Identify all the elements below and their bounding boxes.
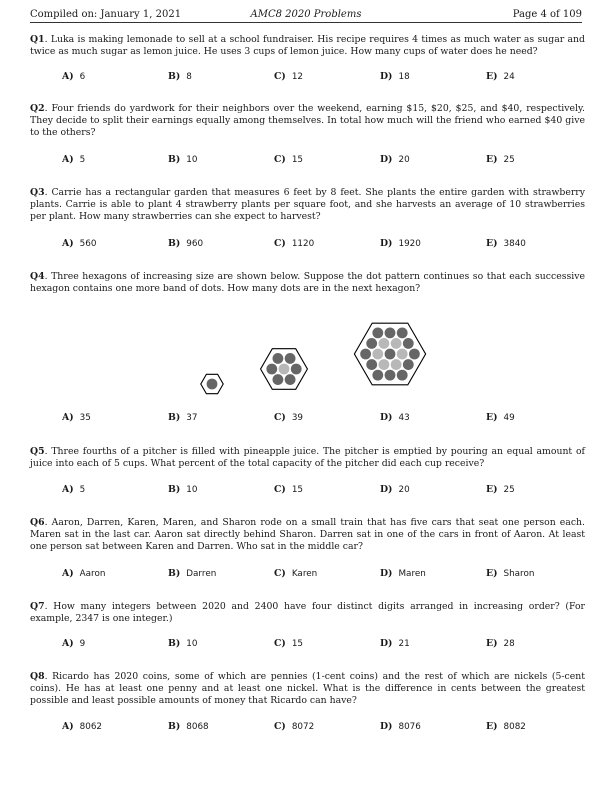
question-number: Q4 (30, 271, 45, 282)
choice-c: C) 1120 (274, 238, 315, 249)
dark-dot (207, 379, 218, 390)
hexagon-2 (261, 349, 308, 390)
choice-e: E) 3840 (486, 238, 526, 249)
choice-c: C) 8072 (274, 721, 315, 732)
question-number: Q3 (30, 187, 45, 198)
question-text: Ricardo has 2020 coins, some of which are pennies (1-cent coins) and the rest of which are nickels (5-cent coins). He has at least one penny and at least one nickel. What is the difference in cents between the greatest possible and least possible amounts of money that Ricardo can have? (30, 671, 585, 707)
question-number: Q5 (30, 446, 45, 457)
question-text: Three hexagons of increasing size are shown below. Suppose the dot pattern continues so that each successive hexagon contains one more band of dots. How many dots are in the next hexagon? (30, 271, 585, 295)
question-text: Carrie has a rectangular garden that measures 6 feet by 8 feet. She plants the entire garden with strawberry plants. Carrie is able to plant 4 strawberry plants per square foot, and she harvests an average of 10 strawberries per plant. How many strawberries can she expect to harvest? (30, 187, 585, 223)
question-2: Q2. Four friends do yardwork for their neighbors over the weekend, earning $15, $20, $25, and $40, respectively. They decide to split their earnings equally among themselves. In total how much will the friend who earned $40 give to the others? (30, 103, 585, 139)
choice-a: A) 5 (62, 484, 86, 495)
question-3-choices (62, 237, 592, 250)
page-header (30, 8, 582, 23)
choice-c: C) 15 (274, 154, 304, 165)
question-text: Aaron, Darren, Karen, Maren, and Sharon rode on a small train that has five cars that seat one person each. Maren sat in the last car. Aaron sat directly behind Sharon. Darren sat in one of the cars in front of Aaron. At least one person sat between Karen and Darren. Who sat in the middle car? (30, 517, 585, 553)
choice-a: A) 35 (62, 412, 91, 423)
choice-b: B) Darren (168, 568, 217, 579)
question-5: Q5. Three fourths of a pitcher is filled with pineapple juice. The pitcher is emptied by pouring an equal amount of juice into each of 5 cups. What percent of the total capacity of the pitcher did each cup receive? (30, 446, 585, 470)
page-number: Page 4 of 109 (512, 9, 582, 20)
question-7-choices (62, 637, 592, 650)
dark-dot (372, 327, 383, 338)
choice-e: E) 49 (486, 412, 515, 423)
question-2-choices (62, 153, 592, 166)
question-1-choices (62, 70, 592, 83)
choice-e: E) 25 (486, 154, 515, 165)
compiled-date: Compiled on: January 1, 2021 (30, 9, 182, 20)
question-4-choices (62, 411, 592, 424)
dark-dot (403, 359, 414, 370)
choice-e: E) 8082 (486, 721, 526, 732)
question-8: Q8. Ricardo has 2020 coins, some of which are pennies (1-cent coins) and the rest of which are nickels (5-cent coins). He has at least one penny and at least one nickel. What is the difference in cents between the greatest possible and least possible amounts of money that Ricardo can have? (30, 671, 585, 707)
choice-b: B) 8 (168, 71, 192, 82)
question-number: Q6 (30, 517, 45, 528)
dark-dot (285, 353, 296, 364)
choice-e: E) 24 (486, 71, 515, 82)
dark-dot (285, 374, 296, 385)
dark-dot (273, 374, 284, 385)
hexagon-dot-pattern-figure (195, 308, 445, 400)
choice-e: E) 28 (486, 638, 515, 649)
choice-c: C) Karen (274, 568, 318, 579)
light-dot (397, 349, 408, 360)
choice-a: A) 6 (62, 71, 86, 82)
question-text: Four friends do yardwork for their neighbors over the weekend, earning $15, $20, $25, and $40, respectively. They decide to split their earnings equally among themselves. In total how much will the friend who earned $40 give to the others? (30, 103, 585, 139)
choice-e: E) Sharon (486, 568, 535, 579)
dark-dot (397, 327, 408, 338)
light-dot (379, 338, 390, 349)
dark-dot (385, 370, 396, 381)
choice-d: D) 18 (380, 71, 410, 82)
question-5-choices (62, 483, 592, 496)
choice-d: D) Maren (380, 568, 426, 579)
question-text: Luka is making lemonade to sell at a school fundraiser. His recipe requires 4 times as much water as sugar and twice as much sugar as lemon juice. He uses 3 cups of lemon juice. How many cups of water does he need? (30, 34, 585, 58)
dark-dot (409, 349, 420, 360)
choice-d: D) 43 (380, 412, 410, 423)
choice-a: A) Aaron (62, 568, 106, 579)
dark-dot (266, 364, 277, 375)
question-6-choices (62, 567, 592, 580)
choice-d: D) 8076 (380, 721, 421, 732)
question-text: Three fourths of a pitcher is filled with pineapple juice. The pitcher is emptied by pouring an equal amount of juice into each of 5 cups. What percent of the total capacity of the pitcher did each cup receive? (30, 446, 585, 470)
question-1: Q1. Luka is making lemonade to sell at a school fundraiser. His recipe requires 4 times as much water as sugar and twice as much sugar as lemon juice. He uses 3 cups of lemon juice. How many cups of water does he need? (30, 34, 585, 58)
choice-a: A) 9 (62, 638, 86, 649)
question-3: Q3. Carrie has a rectangular garden that measures 6 feet by 8 feet. She plants the entire garden with strawberry plants. Carrie is able to plant 4 strawberry plants per square foot, and she harvests an average of 10 strawberries per plant. How many strawberries can she expect to harvest? (30, 187, 585, 223)
dark-dot (360, 349, 371, 360)
dark-dot (385, 349, 396, 360)
light-dot (372, 349, 383, 360)
choice-a: A) 5 (62, 154, 86, 165)
choice-b: B) 10 (168, 638, 198, 649)
question-number: Q1 (30, 34, 45, 45)
choice-b: B) 10 (168, 484, 198, 495)
question-7: Q7. How many integers between 2020 and 2400 have four distinct digits arranged in increasing order? (For example, 2347 is one integer.) (30, 601, 585, 625)
choice-b: B) 960 (168, 238, 204, 249)
choice-b: B) 10 (168, 154, 198, 165)
choice-c: C) 39 (274, 412, 304, 423)
choice-c: C) 12 (274, 71, 304, 82)
dark-dot (366, 338, 377, 349)
question-number: Q2 (30, 103, 45, 114)
question-6: Q6. Aaron, Darren, Karen, Maren, and Sharon rode on a small train that has five cars that seat one person each. Maren sat in the last car. Aaron sat directly behind Sharon. Darren sat in one of the cars in front of Aaron. At least one person sat between Karen and Darren. Who sat in the middle car? (30, 517, 585, 553)
light-dot (391, 359, 402, 370)
choice-b: B) 37 (168, 412, 198, 423)
choice-a: A) 8062 (62, 721, 103, 732)
dark-dot (273, 353, 284, 364)
dark-dot (372, 370, 383, 381)
hexagon-3 (354, 323, 425, 385)
document-title: AMC8 2020 Problems (250, 9, 362, 20)
choice-d: D) 1920 (380, 238, 421, 249)
question-text: How many integers between 2020 and 2400 have four distinct digits arranged in increasing order? (For example, 2347 is one integer.) (30, 601, 585, 625)
choice-d: D) 20 (380, 154, 410, 165)
choice-d: D) 21 (380, 638, 410, 649)
question-number: Q8 (30, 671, 45, 682)
light-dot (379, 359, 390, 370)
dark-dot (403, 338, 414, 349)
dark-dot (385, 327, 396, 338)
question-8-choices (62, 720, 592, 733)
question-4: Q4. Three hexagons of increasing size are shown below. Suppose the dot pattern continues so that each successive hexagon contains one more band of dots. How many dots are in the next hexagon? (30, 271, 585, 295)
dark-dot (366, 359, 377, 370)
choice-e: E) 25 (486, 484, 515, 495)
hexagon-1 (201, 374, 223, 393)
question-number: Q7 (30, 601, 45, 612)
choice-c: C) 15 (274, 484, 304, 495)
choice-b: B) 8068 (168, 721, 209, 732)
choice-c: C) 15 (274, 638, 304, 649)
choice-a: A) 560 (62, 238, 97, 249)
light-dot (391, 338, 402, 349)
choice-d: D) 20 (380, 484, 410, 495)
dark-dot (397, 370, 408, 381)
light-dot (279, 364, 290, 375)
dark-dot (291, 364, 302, 375)
